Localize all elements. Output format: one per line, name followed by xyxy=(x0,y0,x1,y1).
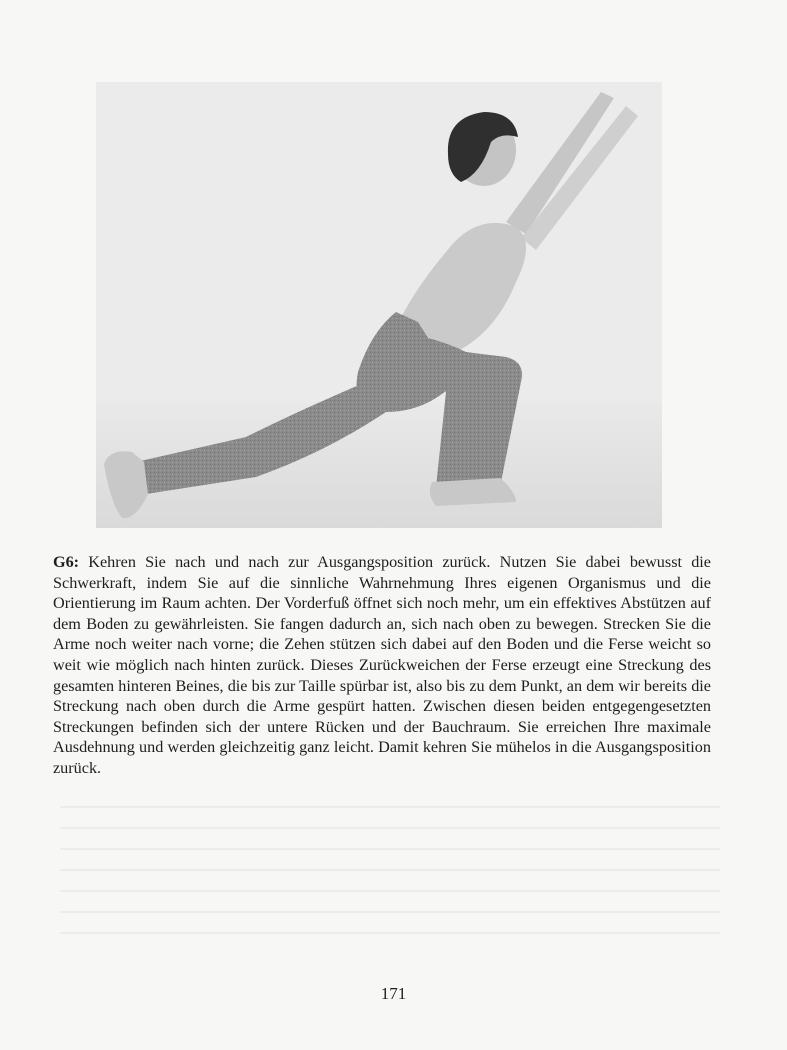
exercise-text: Kehren Sie nach und nach zur Ausgangsposition zurück. Nutzen Sie dabei bewusst die Schwerkraft, indem Sie auf die sinnliche Wahrnehmung Ihres eigenen Organismus und die Orientierung im Raum achten. Der Vorderfuß öffnet sich noch mehr, um ein effektives Abstützen auf dem Boden zu gewährleisten. Sie fangen dadurch an, sich nach oben zu bewegen. Strecken Sie die Arme noch weiter nach vorne; die Zehen stützen sich dabei auf den Boden und die Ferse weicht so weit wie möglich nach hinten zurück. Dieses Zurückweichen der Ferse erzeugt eine Streckung des gesamten hinteren Beines, die bis zur Taille spürbar ist, also bis zu dem Punkt, an dem wir bereits die Streckung nach oben durch die Arme gespürt hatten. Zwischen diesen beiden entgegengesetzten Streckungen befinden sich der untere Rücken und der Bauchraum. Sie erreichen Ihre maximale Ausdehnung und werden gleichzeitig ganz leicht. Damit kehren Sie mühelos in die Ausgangsposition zurück. xyxy=(53,553,711,777)
bleed-through-text xyxy=(60,806,720,956)
front-foot xyxy=(430,478,516,506)
lunge-pose-illustration xyxy=(96,82,662,528)
exercise-description xyxy=(53,552,711,779)
page-number: 171 xyxy=(380,984,407,1003)
exercise-photo xyxy=(96,82,662,528)
exercise-label: G6: xyxy=(53,553,80,571)
